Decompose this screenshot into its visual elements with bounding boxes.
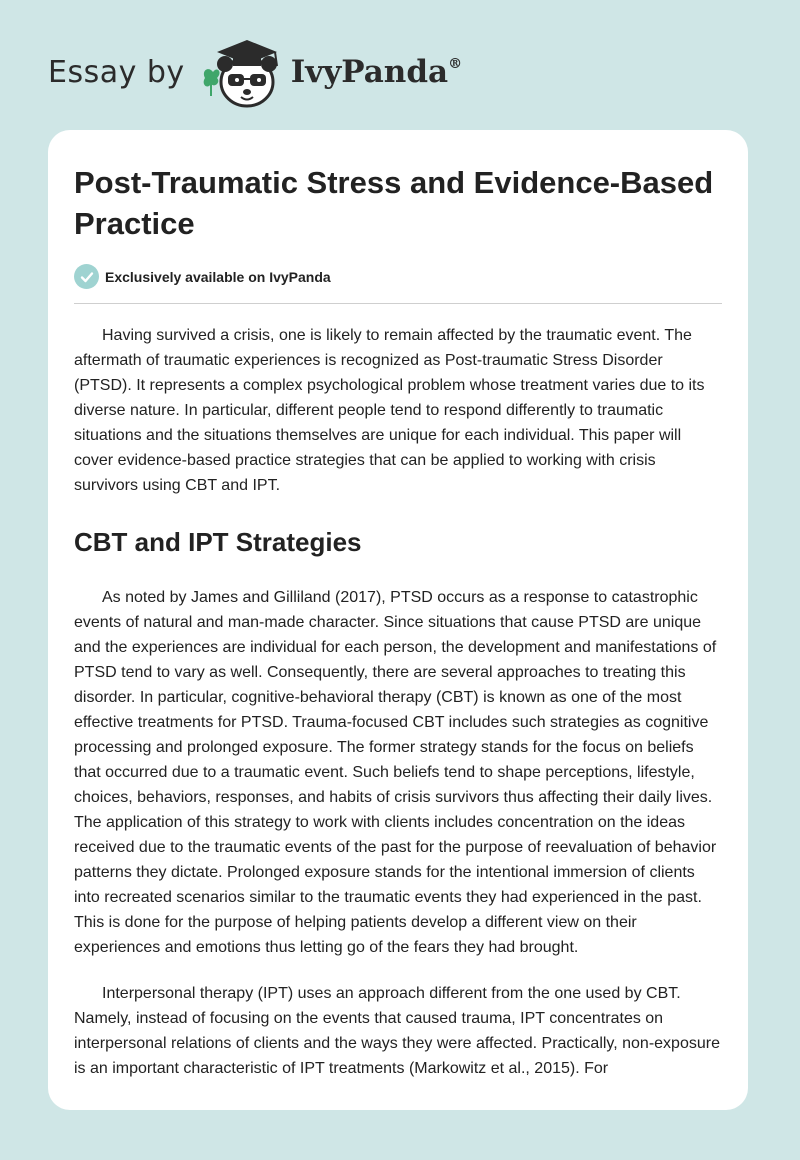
exclusive-badge-label: Exclusively available on IvyPanda [105, 268, 331, 285]
essay-by-label: Essay by [48, 54, 185, 90]
intro-paragraph: Having survived a crisis, one is likely to remain affected by the traumatic event. The aftermath of traumatic experiences is recognized as Post-traumatic Stress Disorder (PTSD). It represents a complex psychological problem whose treatment varies due to its diverse nature. In particular, different people tend to respond differently to traumatic situations and the situations themselves are unique for each individual. This paper will cover evidence-based practice strategies that can be applied to working with crisis survivors using CBT and IPT. [74, 327, 705, 494]
registered-mark: ® [448, 56, 463, 72]
brand-name[interactable]: IvyPanda® [290, 54, 463, 90]
article-card [48, 130, 748, 1110]
exclusive-badge [74, 264, 722, 304]
cbt-paragraph: As noted by James and Gilliland (2017), PTSD occurs as a response to catastrophic events of natural and man-made character. Since situations that cause PTSD are unique and the experiences are individual for each person, the development and manifestations of PTSD tend to vary as well. Consequently, there are several approaches to treating this disorder. In particular, cognitive-behavioral therapy (CBT) is known as one of the most effective treatments for PTSD. Trauma-focused CBT includes such strategies as cognitive processing and prolonged exposure. The former strategy stands for the focus on beliefs that occurred due to a traumatic event. Such beliefs tend to shape perceptions, lifestyle, choices, behaviors, responses, and habits of crisis survivors thus affecting their daily lives. The application of this strategy to work with clients includes concentration on the ideas received due to the traumatic events of the past for the purpose of reevaluation of behavior patterns they dictate. Prolonged exposure stands for the intentional immersion of clients into recreated scenarios similar to the traumatic events they had experienced in the past. This is done for the purpose of helping patients develop a different view on their experiences and emotions thus letting go of the fears they had brought. [74, 589, 717, 956]
section-heading: CBT and IPT Strategies [74, 527, 362, 557]
panda-logo-icon[interactable] [199, 34, 287, 110]
article-title: Post-Traumatic Stress and Evidence-Based Practice [74, 165, 714, 241]
check-circle-icon [74, 264, 99, 289]
site-header [48, 32, 462, 112]
ipt-paragraph: Interpersonal therapy (IPT) uses an approach different from the one used by CBT. Namely, instead of focusing on the events that caused trauma, IPT concentrates on interpersonal relations of clients and the ways they were affected. Practically, non-exposure is an important characteristic of IPT treatments (Markowitz et al., 2015). For [74, 985, 720, 1077]
